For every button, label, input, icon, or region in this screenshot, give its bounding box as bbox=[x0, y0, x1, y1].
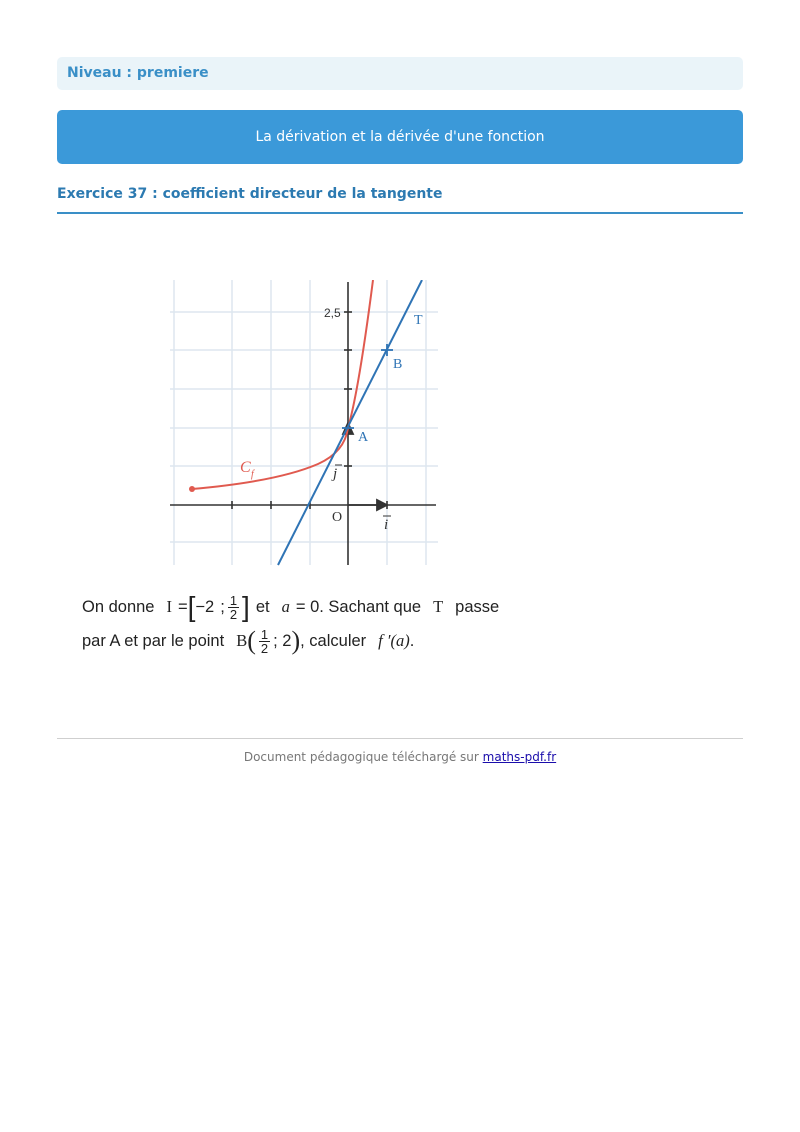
statement-line-1: On donne I = [ −2 ; $\frac{1}{2}$ ] et a = 0 . Sachant que T passe bbox=[82, 591, 500, 622]
y-tick-label: 2,5 bbox=[324, 306, 341, 320]
label-i: i bbox=[384, 517, 389, 533]
unit-vector-i bbox=[348, 500, 387, 510]
grid bbox=[170, 280, 438, 565]
label-t: T bbox=[414, 313, 423, 328]
footer-divider bbox=[57, 738, 743, 739]
right-paren: ) bbox=[291, 626, 301, 655]
label-j: j bbox=[333, 466, 338, 482]
statement-line-2: par A et par le point B ( $\frac{1}{2}$ ; 2 ) , calculer f ′(a) . bbox=[82, 626, 415, 656]
label-origin: O bbox=[332, 510, 343, 525]
vector-arrows bbox=[335, 465, 391, 516]
label-a: A bbox=[358, 430, 369, 445]
left-paren: ( bbox=[247, 626, 256, 655]
curve-start-point bbox=[189, 486, 195, 492]
footer-link[interactable]: maths-pdf.fr bbox=[482, 750, 557, 764]
right-bracket: ] bbox=[242, 591, 250, 622]
label-cf-subscript: f bbox=[251, 469, 254, 480]
page-title-banner bbox=[57, 110, 743, 164]
left-bracket: [ bbox=[187, 591, 196, 622]
label-b: B bbox=[393, 357, 403, 372]
level-label: Niveau : premiere bbox=[57, 57, 743, 90]
fraction-one-half-b: $\frac{1}{2}$ bbox=[260, 626, 269, 656]
function-graph bbox=[170, 280, 442, 570]
axes bbox=[170, 282, 436, 565]
exercise-statement bbox=[82, 590, 582, 658]
footer bbox=[57, 750, 743, 764]
exercise-heading: Exercice 37 : coefficient directeur de la tangente bbox=[57, 186, 743, 214]
label-cf: C bbox=[240, 459, 251, 476]
point-b-marker bbox=[381, 344, 393, 356]
footer-text: Document pédagogique téléchargé sur bbox=[243, 750, 479, 764]
page-title: La dérivation et la dérivée d'une fonction bbox=[255, 129, 545, 145]
fraction-one-half: $\frac{1}{2}$ bbox=[229, 592, 238, 622]
tangent-line-t bbox=[278, 280, 422, 565]
